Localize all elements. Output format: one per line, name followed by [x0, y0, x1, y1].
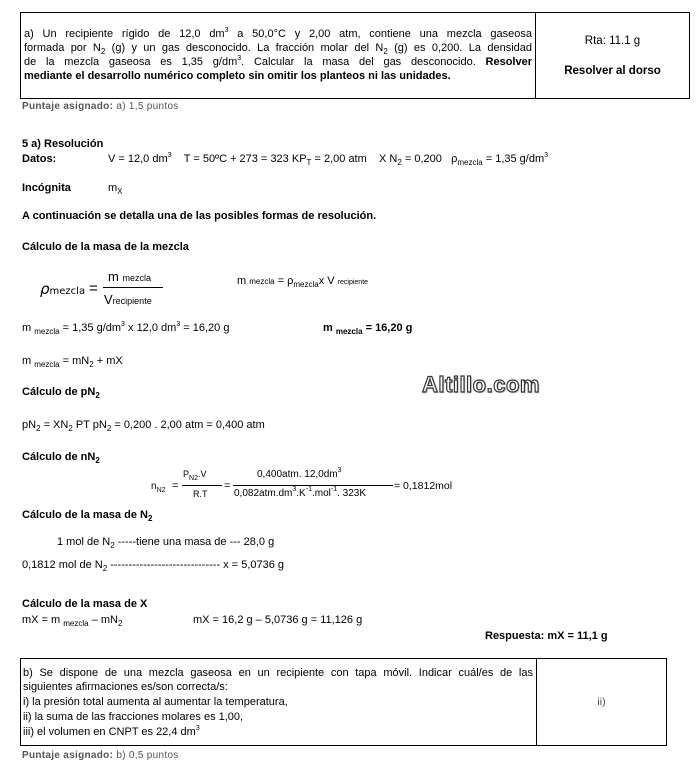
- intro-text: A continuación se detalla una de las posibles formas de resolución.: [22, 210, 377, 222]
- mx-line: mX = m $_{mezcla} - mN_2$: [22, 614, 123, 628]
- mol-line-2: 0,1812 mol de $N_2$ ------------------------------ x = 5,0736 g: [22, 559, 285, 573]
- m-sum: m $_{mezcla} = mN_2$ + mX: [22, 355, 123, 369]
- incognita-value: $m_X$: [108, 182, 123, 196]
- resolver-dorso: Resolver al dorso: [564, 64, 661, 77]
- score-b: Puntaje asignado: b) 0,5 puntos: [22, 750, 179, 761]
- m-formula: m mezcla = $\rho_{mezcla}x$ V recipiente: [237, 275, 369, 289]
- pn2-calc: $pN_2 = XN_2$ PT $pN_2 = 0,200$ . 2,00 atm = 0,400 atm: [22, 419, 265, 433]
- incognita-label: Incógnita: [22, 182, 71, 194]
- score-a: Puntaje asignado: a) 1,5 puntos: [22, 101, 179, 112]
- masa-x-title: Cálculo de la masa de X: [22, 598, 148, 610]
- nn2-title: Cálculo de $nN_2$: [22, 451, 100, 465]
- m-result: m $_{mezcla}$ = 16,20 g: [323, 322, 413, 336]
- mx-calc: mX = 16,2 g – 5,0736 g = 11,126 g: [193, 614, 363, 626]
- answer-a: Rta: 11.1 g: [584, 34, 641, 47]
- question-b-box: [20, 658, 667, 746]
- question-a-answer-cell: [536, 13, 690, 99]
- pn2-title: Cálculo de $pN_2$: [22, 386, 100, 400]
- respuesta: Respuesta: mX = 11,1 g: [485, 630, 608, 642]
- masa-mezcla-title: Cálculo de la masa de la mezcla: [22, 241, 189, 253]
- datos-row: Datos:: [22, 153, 57, 165]
- m-calc: m $_{mezcla}$ = 1,35 $g/dm^3$ x 12,0 $dm^3 = 16,20$ g: [22, 321, 230, 336]
- resolution-title: 5 a) Resolución: [22, 138, 104, 150]
- question-b-text: b) Se dispone de una mezcla gaseosa en un recipiente con tapa móvil. Indicar cuál/es de las siguientes afirmaciones es/son correcta/s: i) la presión total aumenta al aumentar la temperatura, ii) la suma de las fracciones molares es 1,00, iii) el volumen en CNPT es 22,4 $dm^3$: [21, 659, 537, 746]
- watermark-logo: Altillo.com: [422, 372, 540, 397]
- mol-line-1: 1 mol de $N_2$ -----tiene una masa de --- 28,0 g: [57, 536, 275, 550]
- question-a-text: a) Un recipiente rígido de 12,0 $dm^3$ a 50,0°C y 2,00 atm, contiene una mezcla gaseosa formada por $N_2$ (g) y un gas desconocido. La fracción molar del $N_2$ (g) es 0,200. La densidad de la mezcla gaseosa es 1,35 $g/dm^3$. Calcular la masa del gas desconocido. Resolver mediante el desarrollo numérico completo sin omitir los planteos ni las unidades.: [21, 13, 536, 99]
- masa-n2-title: Cálculo de la masa de $N_2$: [22, 509, 153, 523]
- datos-values: V = 12,0 $dm^3$ T = 50ºC + 273 = 323 $KP_T = 2,00$ atm X $N_2 = 0,200$ $\rho_{mezcla} = 1,35$ $g/dm^3$: [108, 152, 549, 167]
- question-a-box: [20, 12, 690, 99]
- answer-b: ii): [537, 659, 667, 746]
